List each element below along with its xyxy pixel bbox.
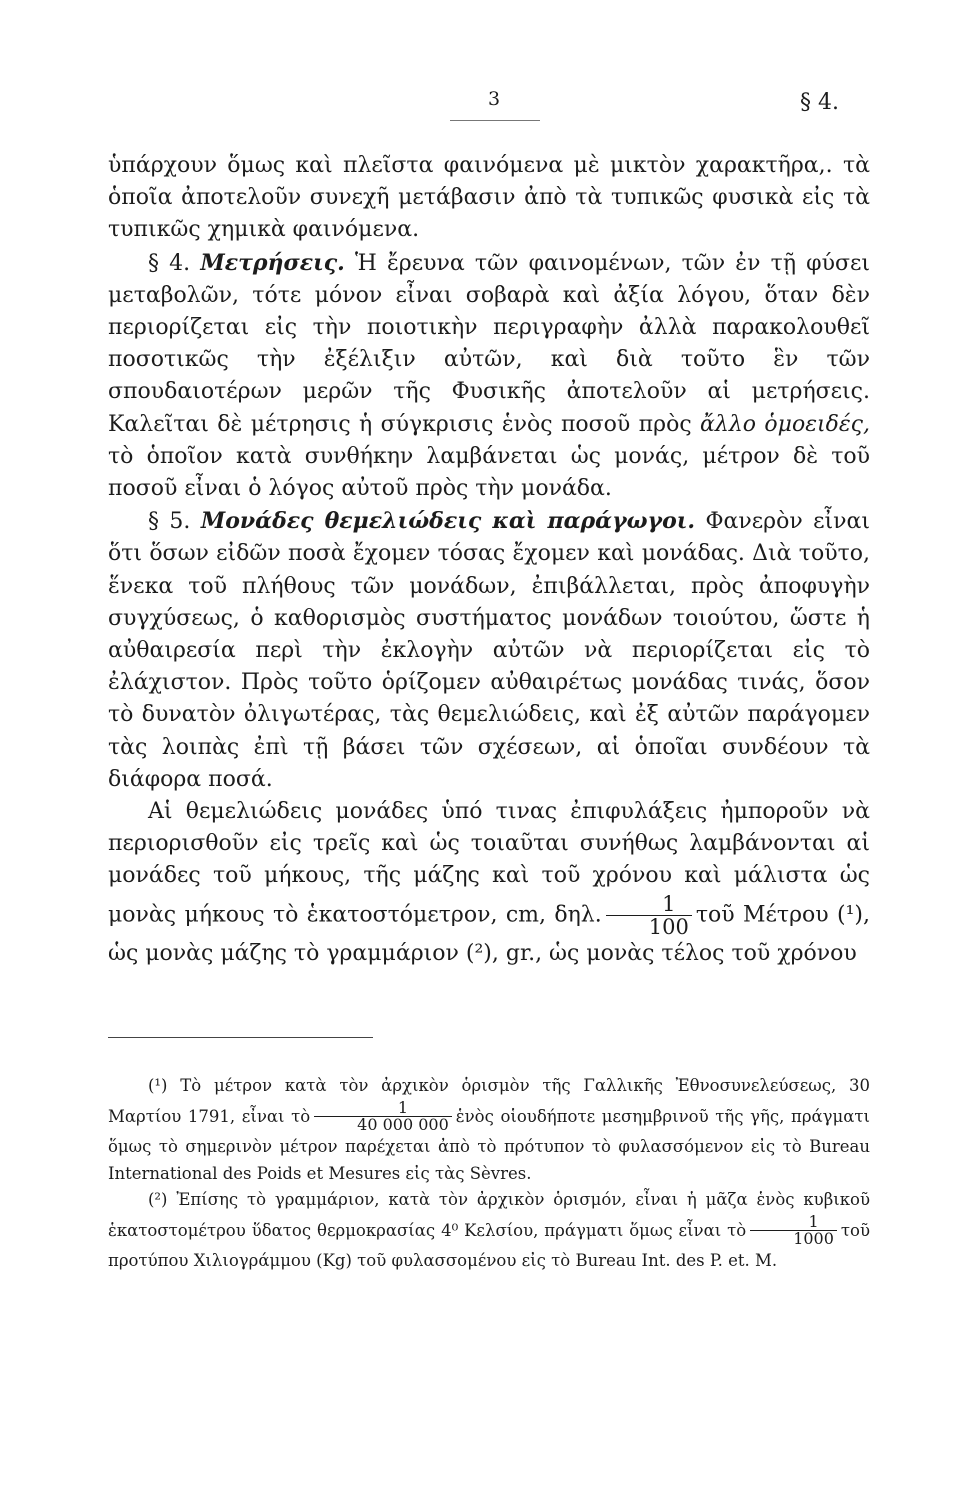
footnote-2-text-b: τοῦ προτύπου Χιλιογράμμου (Kg) τοῦ φυλασσομένου εἰς τὸ Bureau Int. des P. et. M. [108, 1220, 870, 1271]
main-text [108, 150, 870, 970]
footnote-1-fraction [314, 1097, 452, 1135]
footnote-1-text-a: (¹) Τὸ μέτρον κατὰ τὸν ἀρχικὸν ὁρισμὸν τῆς Γαλλικῆς Ἐθνοσυνελεύσεως, 30 Μαρτίου 1791, εἶναι τὸ [108, 1076, 870, 1126]
section-5-text: Φανερὸν εἶναι ὅτι ὅσων εἰδῶν ποσὰ ἔχομεν τόσας ἔχομεν καὶ μονάδας. Διὰ τοῦτο, ἕνεκα τοῦ πλήθους τῶν μονάδων, ἐπιβάλλεται, πρὸς ἀποφυγὴν συγχύσεως, ὁ καθορισμὸς συστήματος μονάδων τοιούτου, ὥστε ἡ αὐθαιρεσία περὶ τὴν ἐκλογὴν αὐτῶν νὰ περιορίζεται εἰς τὸ ἐλάχιστον. Πρὸς τοῦτο ὁρίζομεν αὐθαιρέτως μονάδας τινάς, ὅσον τὸ δυνατὸν ὀλιγωτέρας, τὰς θεμελιώδεις, καὶ ἐξ αὐτῶν παράγομεν τὰς λοιπὰς ἐπὶ τῇ βάσει τῶν σχέσεων, αἱ ὁποῖαι συνδέουν τὰ διάφορα ποσά. [108, 509, 871, 792]
paragraph-fundamental-units [108, 796, 870, 970]
footnote-ref-1: (¹) [837, 902, 864, 928]
footnote-2-fraction [750, 1211, 837, 1249]
section-5-number: § 5. [148, 509, 191, 535]
footnote-2 [108, 1187, 870, 1275]
footnote-1-fraction-numerator: 1 [397, 1097, 409, 1117]
section-4-paragraph [108, 247, 870, 506]
fraction-numerator: 1 [662, 891, 676, 916]
section-5-title: Μονάδες θεμελιώδεις καὶ παράγωγοι. [200, 508, 696, 535]
fundamental-units-text-a: Αἱ θεμελιώδεις μονάδες ὑπό τινας ἐπιφυλάξεις ἠμποροῦν νὰ περιορισθοῦν εἰς τρεῖς καὶ ὡς τοιαῦται συνήθως λαμβάνονται αἱ μονάδες τοῦ μήκους, τῆς μάζης καὶ τοῦ χρόνου καὶ μάλιστα ὡς μονὰς μήκους τὸ ἑκατοστόμετρον, cm, δηλ. [108, 799, 870, 928]
page-number: 3 [488, 88, 501, 110]
fundamental-units-text-c: , ὡς μονὰς μάζης τὸ γραμμάριον [108, 902, 871, 966]
fundamental-units-text-b: τοῦ Μέτρου [695, 902, 829, 928]
fraction-one-hundredth [606, 893, 692, 938]
footnote-1-text-b: ἑνὸς οἱουδήποτε μεσημβρινοῦ τῆς γῆς, πράγματι ὅμως τὸ σημερινὸν μέτρον παρέχεται ἀπὸ τὸ πρότυπον τὸ φυλασσόμενον εἰς τὸ Bureau International des Poids et Mesures εἰς τὰς Sèvres. [108, 1106, 870, 1183]
section-4-text-b: τὸ ὁποῖον κατὰ συνθήκην λαμβάνεται ὡς μονάς, μέτρον δὲ τοῦ ποσοῦ εἶναι ὁ λόγος αὐτοῦ πρὸς τὴν μονάδα. [108, 443, 870, 502]
paragraph-intro: ὑπάρχουν ὅμως καὶ πλεῖστα φαινόμενα μὲ μικτὸν χαρακτῆρα,. τὰ ὁποῖα ἀποτελοῦν συνεχῆ μετάβασιν ἀπὸ τὰ τυπικῶς φυσικὰ εἰς τὰ τυπικῶς χημικὰ φαινόμενα. [108, 153, 870, 243]
section-5-paragraph [108, 505, 870, 796]
footnote-ref-2: (²) [465, 940, 492, 966]
fraction-denominator: 100 [606, 915, 692, 938]
running-section-sign: § 4. [800, 90, 839, 115]
footnotes [108, 1073, 870, 1275]
section-4-emphasis: ἄλλο ὁμοειδές, [700, 411, 870, 437]
footnote-rule [108, 1037, 373, 1038]
section-4-number: § 4. [148, 250, 191, 276]
section-4-text-a: Ἡ ἔρευνα τῶν φαινομένων, τῶν ἐν τῇ φύσει μεταβολῶν, τότε μόνον εἶναι σοβαρὰ καὶ ἀξία λόγου, ὅταν δὲν περιορίζεται εἰς τὴν ποιοτικὴν περιγραφὴν ἀλλὰ παρακολουθεῖ ποσοτικῶς τὴν ἐξέλιξιν αὐτῶν, καὶ διὰ τοῦτο ἓν τῶν σπουδαιοτέρων μερῶν τῆς Φυσικῆς ἀποτελοῦν αἱ μετρήσεις. Καλεῖται δὲ μέτρησις ἡ σύγκρισις ἑνὸς ποσοῦ πρὸς [108, 250, 871, 437]
footnote-2-fraction-denominator: 1000 [750, 1230, 837, 1248]
footnote-1 [108, 1073, 870, 1187]
page-header [0, 88, 955, 128]
fundamental-units-text-d: , gr., ὡς μονὰς τέλος τοῦ χρόνου [491, 940, 857, 966]
footnote-1-fraction-denominator: 40 000 000 [314, 1116, 452, 1134]
page-number-rule [450, 120, 540, 121]
footnote-2-text-a: (²) Ἐπίσης τὸ γραμμάριον, κατὰ τὸν ἀρχικὸν ὁρισμόν, εἶναι ἡ μᾶζα ἑνὸς κυβικοῦ ἑκατοστομέτρου ὕδατος θερμοκρασίας 4⁰ Κελσίου, πράγματι ὅμως εἶναι τὸ [108, 1190, 870, 1240]
footnote-2-fraction-numerator: 1 [808, 1211, 819, 1231]
section-4-title: Μετρήσεις. [200, 249, 345, 276]
